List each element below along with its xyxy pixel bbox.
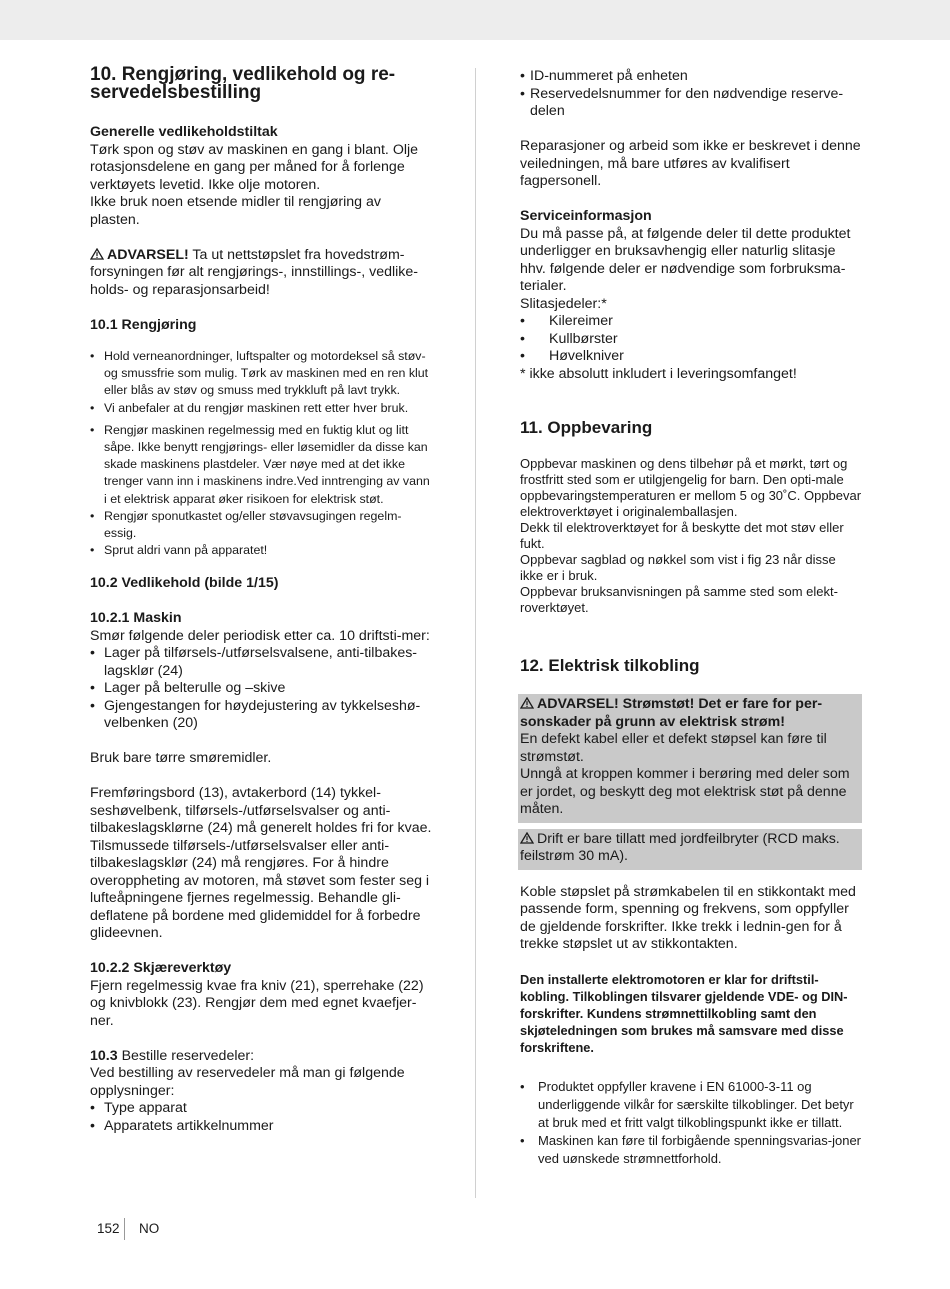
warning-rcd-paragraph (520, 831, 860, 866)
warning-rcd-text: Drift er bare tillatt med jordfeilbryter (RCD maks. feilstrøm 30 mA). (520, 830, 840, 864)
warning-electric-text: En defekt kabel eller et defekt støpsel kan føre til strømstøt. Unngå at kroppen kommer i berøring med deler som er jordet, og beskytt deg mot elektrisk støt på denne måten. (520, 731, 850, 817)
heading-10-3 (90, 1048, 432, 1066)
general-heading: Generelle vedlikeholdstiltak (90, 124, 278, 140)
wear-note: * ikke absolutt inkludert i leveringsomfanget! (520, 365, 797, 382)
general-text: Tørk spon og støv av maskinen en gang i blant. Olje rotasjonsdelene en gang per måned for å forlenge verktøyets levetid. Ikke olje motoren. Ikke bruk noen etsende midler til rengjøring av plasten. (90, 141, 419, 228)
list-item: • Type apparat (90, 1100, 432, 1118)
heading-10-2: 10.2 Vedlikehold (bilde 1/15) (90, 575, 279, 592)
warning-electric-bold: ADVARSEL! Strømstøt! Det er fare for per-sonskader på grunn av elektrisk strøm! (520, 696, 823, 730)
column-divider (475, 68, 476, 1198)
cutting-tool-text: Fjern regelmessig kvae fra kniv (21), sperrehake (22) og knivblokk (23). Rengjør dem med egnet kvaefjer-ner. (90, 977, 424, 1029)
section-title-10-text: 10. Rengjøring, vedlikehold og re- servedelsbestilling (90, 64, 396, 103)
left-column (90, 66, 432, 1135)
list-item: • Produktet oppfyller kravene i EN 61000-3-11 og underliggende vilkår for særskilte tilkoblinger. Det betyr at bruk med et fritt valgt tilkoblingspunkt ikke er tillatt. (520, 1078, 862, 1132)
heading-10-3-title: Bestille reservedeler: (117, 1047, 255, 1064)
connect-text: Koble støpslet på strømkabelen til en stikkontakt med passende form, spenning og frekvens, som oppfyller de gjeldende forskrifter. Ikke trekk i lednin-gen for å trekke støpslet ut av stikkontakten. (520, 883, 856, 952)
warning-text: Ta ut nettstøpslet fra hovedstrøm-forsyningen før alt rengjørings-, innstillings-, vedlike-holds- og reparasjonsarbeid! (90, 246, 419, 298)
list-item: • Kilereimer (520, 313, 862, 331)
list-item: • Reservedelsnummer for den nødvendige reserve-delen (520, 86, 862, 121)
language-code: NO (139, 1221, 160, 1236)
storage-text: Oppbevar maskinen og dens tilbehør på et mørkt, tørt og frostfritt sted som er utilgjengelig for barn. Den opti-male oppbevaringstemperaturen er mellom 5 og 30˚C. Oppbevar elektroverktøyet i originalemballasjen. Dekk til elektroverktøyet for å beskytte det mot støv eller fukt. Oppbevar sagblad og nøkkel som vist i fig 23 når disse ikke er i bruk. Oppbevar bruksanvisningen på samme sted som elekt-roverktøyet. (520, 456, 862, 615)
motor-text: Den installerte elektromotoren er klar for driftstil-kobling. Tilkoblingen tilsvarer gjeldende VDE- og DIN-forskrifter. Kundens strømnettilkobling samt den skjøteledningen som brukes må samsvare med disse forskriftene. (520, 972, 848, 1055)
service-text: Du må passe på, at følgende deler til dette produktet underligger en bruksavhengig eller naturlig slitasje hhv. følgende deler er nødvendige som forbruksma-terialer. (520, 225, 851, 294)
order-text: Ved bestilling av reservedeler må man gi følgende opplysninger: (90, 1065, 405, 1099)
page-number: 152 (97, 1221, 120, 1236)
machine-intro: Smør følgende deler periodisk etter ca. 10 driftsti-mer: (90, 627, 430, 644)
right-column (520, 68, 862, 1168)
heading-10-1: 10.1 Rengjøring (90, 316, 197, 333)
connection-list (520, 1078, 862, 1168)
footer-divider (124, 1218, 125, 1240)
list-item: • Vi anbefaler at du rengjør maskinen rett etter hver bruk. (90, 400, 432, 417)
warning-icon (520, 697, 534, 709)
list-item: • Sprut aldri vann på apparatet! (90, 542, 432, 559)
warning-icon (90, 248, 104, 260)
machine-list (90, 645, 432, 733)
warning-box-electric (518, 694, 862, 823)
top-bar (0, 0, 950, 40)
list-item: • Apparatets artikkelnummer (90, 1118, 432, 1136)
list-item: • Gjengestangen for høydejustering av tykkelseshø-velbenken (20) (90, 698, 432, 733)
heading-10-2-1: 10.2.1 Maskin (90, 610, 182, 627)
warning-paragraph (90, 247, 432, 300)
warning-box-rcd (518, 829, 862, 870)
section-title-11: 11. Oppbevaring (520, 418, 653, 437)
dry-lubricant-text: Bruk bare tørre smøremidler. (90, 750, 272, 767)
heading-10-2-2: 10.2.2 Skjæreverktøy (90, 960, 232, 977)
wear-list (520, 313, 862, 366)
list-item: • Lager på belterulle og –skive (90, 680, 432, 698)
section-title-12: 12. Elektrisk tilkobling (520, 656, 700, 675)
cleaning-list (90, 348, 432, 559)
list-item: • Rengjør maskinen regelmessig med en fuktig klut og litt såpe. Ikke benytt rengjørings- eller løsemidler da disse kan skade maskinens plastdeler. Vær nøye med at det ikke trenger vann inn i maskinens indre.Ved inntrenging av vann i et elektrisk apparat øker risikoen for elektrisk støt. (90, 422, 432, 508)
machine-text: Fremføringsbord (13), avtakerbord (14) tykkel-seshøvelbenk, tilførsels-/utførselsvalser og anti-tilbakeslagsklørne (24) må generelt holdes fri for kvae. Tilsmussede tilførsels-/utførselsvalser eller anti-tilbakeslagsklør (24) må rengjøres. For å hindre overoppheting av motoren, må støvet som fester seg i lufteåpningene fjernes regelmessig. Behandle gli-deflatene på bordene med glidemiddel for å forbedre glideevnen. (90, 785, 432, 942)
list-item: • Kullbørster (520, 331, 862, 349)
list-item: • Hold verneanordninger, luftspalter og motordeksel så støv- og smussfrie som mulig. Tørk av maskinen med en ren klut eller blås av støv og smuss med trykkluft på lavt trykk. (90, 348, 432, 400)
list-item: • ID-nummeret på enheten (520, 68, 862, 86)
service-heading: Serviceinformasjon (520, 208, 652, 224)
section-title-10 (90, 66, 432, 102)
warning-icon (520, 832, 534, 844)
order-list (90, 1100, 432, 1135)
list-item: • Rengjør sponutkastet og/eller støvavsugingen regelm-essig. (90, 508, 432, 542)
list-item: • Maskinen kan føre til forbigående spenningsvarias-joner ved uønskede strømnettforhold. (520, 1132, 862, 1168)
heading-10-3-number: 10.3 (90, 1047, 118, 1064)
list-item: • Lager på tilførsels-/utførselsvalsene, anti-tilbakes-lagsklør (24) (90, 645, 432, 680)
list-item: • Høvelkniver (520, 348, 862, 366)
order-list-continued (520, 68, 862, 121)
warning-electric-heading (520, 696, 860, 731)
repair-text: Reparasjoner og arbeid som ikke er beskrevet i denne veiledningen, må bare utføres av kvalifisert fagpersonell. (520, 138, 861, 189)
wear-label: Slitasjedeler:* (520, 295, 607, 312)
warning-label: ADVARSEL! (107, 246, 189, 263)
